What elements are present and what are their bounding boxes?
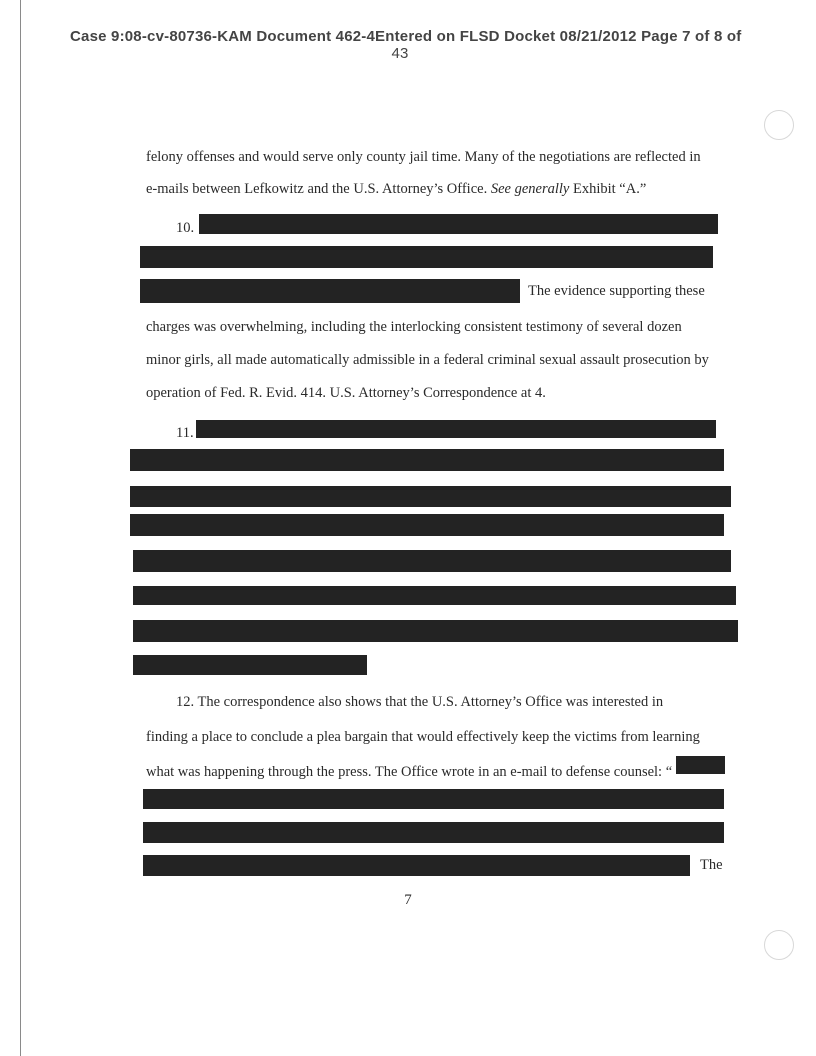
page-number: 7 bbox=[404, 892, 412, 908]
body-line: felony offenses and would serve only county jail time. Many of the negotiations are reflected in bbox=[146, 149, 701, 165]
body-line: 12. The correspondence also shows that the U.S. Attorney’s Office was interested in bbox=[176, 694, 664, 710]
body-line: e-mails between Lefkowitz and the U.S. Attorney’s Office. See generally Exhibit “A.” bbox=[146, 181, 647, 197]
body-line: charges was overwhelming, including the interlocking consistent testimony of several dozen bbox=[146, 319, 682, 335]
body-line: operation of Fed. R. Evid. 414. U.S. Attorney’s Correspondence at 4. bbox=[146, 385, 546, 401]
punch-hole-mark bbox=[764, 930, 794, 960]
redaction-bar bbox=[133, 550, 731, 572]
punch-hole-mark bbox=[764, 110, 794, 140]
redaction-bar bbox=[143, 789, 724, 809]
body-line: what was happening through the press. The Office wrote in an e-mail to defense counsel: “ bbox=[146, 764, 673, 780]
paragraph-number: 11. bbox=[176, 425, 194, 441]
redaction-bar bbox=[143, 855, 690, 876]
redaction-bar bbox=[130, 486, 731, 507]
redaction-bar bbox=[140, 279, 520, 303]
redaction-bar bbox=[676, 756, 725, 774]
signal-italic: See generally bbox=[490, 181, 570, 197]
court-filing-header bbox=[70, 28, 760, 62]
body-line: minor girls, all made automatically admissible in a federal criminal sexual assault prosecution by bbox=[146, 352, 709, 368]
redaction-bar bbox=[143, 822, 724, 843]
redaction-bar bbox=[133, 655, 367, 675]
redaction-bar bbox=[133, 586, 736, 605]
body-line: finding a place to conclude a plea bargain that would effectively keep the victims from learning bbox=[146, 729, 700, 745]
redaction-bar bbox=[199, 214, 718, 234]
redaction-bar bbox=[140, 246, 713, 268]
redaction-bar bbox=[196, 420, 716, 438]
redaction-bar bbox=[130, 514, 724, 536]
redaction-bar bbox=[130, 449, 724, 471]
case-stamp: Case 9:08-cv-80736-KAM Document 462-4Entered on FLSD Docket 08/21/2012 Page 7 of 8 of bbox=[70, 28, 742, 45]
redaction-bar bbox=[133, 620, 738, 642]
page-total-stamp: 43 bbox=[391, 45, 409, 62]
body-line: The bbox=[700, 857, 723, 873]
paragraph-number: 10. bbox=[176, 220, 195, 236]
body-line: The evidence supporting these bbox=[528, 283, 705, 299]
